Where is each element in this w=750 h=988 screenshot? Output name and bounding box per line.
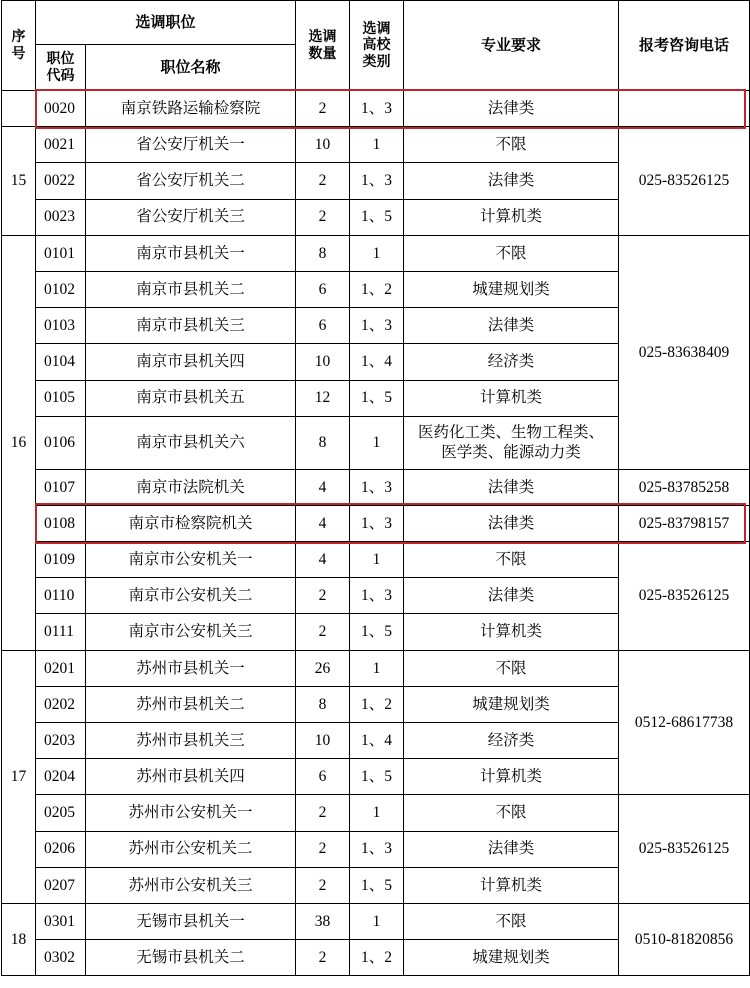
header-seq: 序号: [2, 1, 36, 91]
type-cell: 1、2: [350, 686, 404, 722]
type-cell: 1、4: [350, 344, 404, 380]
code-cell: 0110: [36, 578, 86, 614]
major-cell: 法律类: [404, 308, 619, 344]
count-cell: 2: [296, 614, 350, 650]
seq-cell: 16: [2, 235, 36, 650]
count-cell: 8: [296, 416, 350, 469]
name-cell: 省公安厅机关一: [86, 127, 296, 163]
header-name: 职位名称: [86, 45, 296, 91]
type-cell: 1、2: [350, 271, 404, 307]
code-cell: 0104: [36, 344, 86, 380]
name-cell: 苏州市公安机关三: [86, 867, 296, 903]
type-cell: 1、3: [350, 469, 404, 505]
major-cell: 法律类: [404, 505, 619, 541]
type-cell: 1、5: [350, 759, 404, 795]
code-cell: 0106: [36, 416, 86, 469]
count-cell: 10: [296, 344, 350, 380]
type-cell: 1: [350, 127, 404, 163]
type-cell: 1、5: [350, 380, 404, 416]
name-cell: 苏州市公安机关二: [86, 831, 296, 867]
count-cell: 10: [296, 127, 350, 163]
major-cell: 医药化工类、生物工程类、医学类、能源动力类: [404, 416, 619, 469]
name-cell: 省公安厅机关三: [86, 199, 296, 235]
name-cell: 南京市公安机关一: [86, 542, 296, 578]
count-cell: 12: [296, 380, 350, 416]
count-cell: 6: [296, 271, 350, 307]
table-row: [2, 505, 750, 541]
phone-cell: 0510-81820856: [619, 903, 750, 975]
major-cell: 城建规划类: [404, 686, 619, 722]
count-cell: 38: [296, 903, 350, 939]
name-cell: 南京铁路运输检察院: [86, 91, 296, 127]
name-cell: 南京市法院机关: [86, 469, 296, 505]
name-cell: 苏州市县机关四: [86, 759, 296, 795]
type-cell: 1: [350, 416, 404, 469]
name-cell: 苏州市县机关二: [86, 686, 296, 722]
major-cell: 法律类: [404, 91, 619, 127]
count-cell: 8: [296, 235, 350, 271]
position-table: [1, 0, 750, 976]
code-cell: 0020: [36, 91, 86, 127]
phone-cell: 025-83526125: [619, 127, 750, 236]
header-school-type: 选调高校类别: [350, 1, 404, 91]
seq-cell: 18: [2, 903, 36, 975]
code-cell: 0205: [36, 795, 86, 831]
major-cell: 不限: [404, 903, 619, 939]
type-cell: 1: [350, 235, 404, 271]
code-cell: 0204: [36, 759, 86, 795]
code-cell: 0207: [36, 867, 86, 903]
code-cell: 0203: [36, 723, 86, 759]
code-cell: 0206: [36, 831, 86, 867]
table-row: [2, 235, 750, 271]
code-cell: 0101: [36, 235, 86, 271]
count-cell: 2: [296, 831, 350, 867]
major-cell: 法律类: [404, 578, 619, 614]
count-cell: 2: [296, 867, 350, 903]
count-cell: 6: [296, 308, 350, 344]
header-row-1: [2, 1, 750, 45]
name-cell: 苏州市公安机关一: [86, 795, 296, 831]
type-cell: 1: [350, 903, 404, 939]
name-cell: 省公安厅机关二: [86, 163, 296, 199]
phone-cell: 025-83785258: [619, 469, 750, 505]
code-cell: 0302: [36, 940, 86, 976]
name-cell: 无锡市县机关一: [86, 903, 296, 939]
major-cell: 不限: [404, 235, 619, 271]
count-cell: 2: [296, 578, 350, 614]
header-count: 选调数量: [296, 1, 350, 91]
header-position-group: 选调职位: [36, 1, 296, 45]
code-cell: 0022: [36, 163, 86, 199]
name-cell: 南京市县机关六: [86, 416, 296, 469]
count-cell: 2: [296, 91, 350, 127]
name-cell: 南京市公安机关二: [86, 578, 296, 614]
major-cell: 不限: [404, 542, 619, 578]
count-cell: 2: [296, 795, 350, 831]
name-cell: 苏州市县机关一: [86, 650, 296, 686]
major-cell: 不限: [404, 650, 619, 686]
code-cell: 0301: [36, 903, 86, 939]
major-cell: 法律类: [404, 831, 619, 867]
code-cell: 0107: [36, 469, 86, 505]
major-cell: 城建规划类: [404, 271, 619, 307]
header-major: 专业要求: [404, 1, 619, 91]
name-cell: 南京市县机关五: [86, 380, 296, 416]
major-cell: 计算机类: [404, 867, 619, 903]
code-cell: 0021: [36, 127, 86, 163]
type-cell: 1、5: [350, 199, 404, 235]
count-cell: 4: [296, 469, 350, 505]
name-cell: 南京市县机关三: [86, 308, 296, 344]
header-code: 职位代码: [36, 45, 86, 91]
major-cell: 法律类: [404, 163, 619, 199]
count-cell: 2: [296, 199, 350, 235]
table-row: [2, 127, 750, 163]
code-cell: 0023: [36, 199, 86, 235]
type-cell: 1: [350, 650, 404, 686]
type-cell: 1、3: [350, 831, 404, 867]
code-cell: 0103: [36, 308, 86, 344]
major-cell: 不限: [404, 127, 619, 163]
major-cell: 经济类: [404, 723, 619, 759]
name-cell: 南京市县机关二: [86, 271, 296, 307]
major-cell: 计算机类: [404, 759, 619, 795]
table-row: [2, 795, 750, 831]
count-cell: 2: [296, 163, 350, 199]
phone-cell: 025-83526125: [619, 542, 750, 651]
code-cell: 0111: [36, 614, 86, 650]
type-cell: 1: [350, 795, 404, 831]
type-cell: 1: [350, 542, 404, 578]
code-cell: 0105: [36, 380, 86, 416]
major-cell: 经济类: [404, 344, 619, 380]
type-cell: 1、4: [350, 723, 404, 759]
count-cell: 4: [296, 505, 350, 541]
seq-cell: 15: [2, 127, 36, 236]
table-row: [2, 650, 750, 686]
code-cell: 0108: [36, 505, 86, 541]
count-cell: 4: [296, 542, 350, 578]
type-cell: 1、3: [350, 163, 404, 199]
seq-cell: [2, 91, 36, 127]
table-row: [2, 91, 750, 127]
major-cell: 不限: [404, 795, 619, 831]
name-cell: 南京市检察院机关: [86, 505, 296, 541]
table-row: [2, 903, 750, 939]
name-cell: 苏州市县机关三: [86, 723, 296, 759]
phone-cell: [619, 91, 750, 127]
name-cell: 南京市县机关四: [86, 344, 296, 380]
type-cell: 1、2: [350, 940, 404, 976]
type-cell: 1、5: [350, 614, 404, 650]
type-cell: 1、3: [350, 308, 404, 344]
major-cell: 法律类: [404, 469, 619, 505]
name-cell: 无锡市县机关二: [86, 940, 296, 976]
phone-cell: 025-83526125: [619, 795, 750, 904]
phone-cell: 0512-68617738: [619, 650, 750, 795]
count-cell: 10: [296, 723, 350, 759]
table-row: [2, 542, 750, 578]
code-cell: 0109: [36, 542, 86, 578]
code-cell: 0102: [36, 271, 86, 307]
major-cell: 计算机类: [404, 380, 619, 416]
count-cell: 8: [296, 686, 350, 722]
count-cell: 26: [296, 650, 350, 686]
name-cell: 南京市县机关一: [86, 235, 296, 271]
major-cell: 城建规划类: [404, 940, 619, 976]
seq-cell: 17: [2, 650, 36, 903]
count-cell: 6: [296, 759, 350, 795]
header-phone: 报考咨询电话: [619, 1, 750, 91]
type-cell: 1、3: [350, 578, 404, 614]
major-cell: 计算机类: [404, 199, 619, 235]
code-cell: 0201: [36, 650, 86, 686]
phone-cell: 025-83638409: [619, 235, 750, 469]
type-cell: 1、3: [350, 91, 404, 127]
code-cell: 0202: [36, 686, 86, 722]
name-cell: 南京市公安机关三: [86, 614, 296, 650]
major-cell: 计算机类: [404, 614, 619, 650]
phone-cell: 025-83798157: [619, 505, 750, 541]
type-cell: 1、3: [350, 505, 404, 541]
count-cell: 2: [296, 940, 350, 976]
table-row: [2, 469, 750, 505]
type-cell: 1、5: [350, 867, 404, 903]
